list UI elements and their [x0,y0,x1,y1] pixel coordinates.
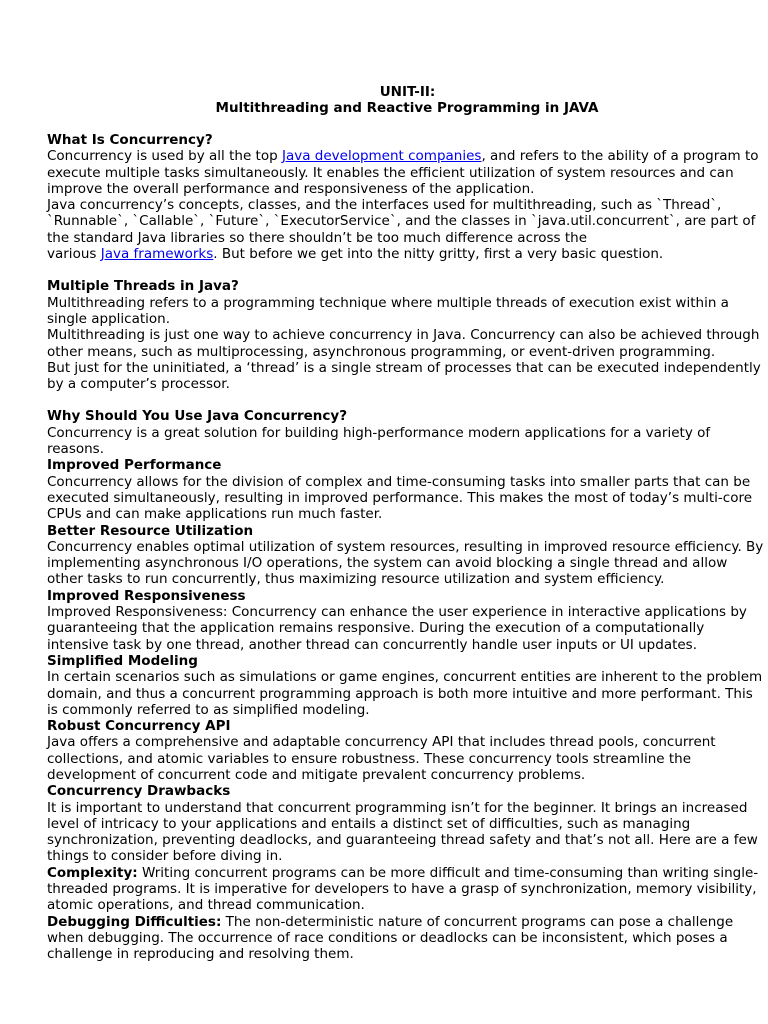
text-span: various [47,246,101,263]
section-heading: Multiple Threads in Java? [47,278,239,295]
paragraph-complexity [47,865,767,914]
paragraph-debugging [47,914,767,963]
subheading-better-resource-utilization: Better Resource Utilization [47,522,254,539]
paragraph: Concurrency allows for the division of complex and time-consuming tasks into smaller parts that can be executed simultaneously, resulting in improved performance. This makes the most of today’s multi-core CPUs and can make applications run much faster. [47,473,753,523]
section-why-use-concurrency [47,408,767,962]
subheading-simplified-modeling: Simplified Modeling [47,652,198,669]
subheading-improved-performance: Improved Performance [47,457,222,474]
section-multiple-threads [47,278,767,392]
section-heading: What Is Concurrency? [47,132,213,148]
document-page [47,84,767,963]
subheading-concurrency-drawbacks: Concurrency Drawbacks [47,783,231,800]
complexity-label: Complexity: [47,864,138,881]
text-span: Writing concurrent programs can be more difficult and time-consuming than writing single-threaded programs. It is imperative for developers to have a grasp of synchronization, memory visibility, atomic operations, and thread communication. [47,864,759,914]
text-span: , and refers to the ability of a program to execute multiple tasks simultaneously. It enables the efficient utilization of system resources and can improve the overall performance and responsiveness of the application. [47,148,759,197]
paragraph: Concurrency enables optimal utilization of system resources, resulting in improved resource efficiency. By implementing asynchronous I/O operations, the system can avoid blocking a single thread and allow other tasks to run concurrently, thus maximizing resource utilization and system efficiency. [47,538,764,588]
paragraph: Java offers a comprehensive and adaptable concurrency API that includes thread pools, concurrent collections, and atomic variables to ensure robustness. These concurrency tools streamline the development of concurrent code and mitigate prevalent concurrency problems. [47,734,716,783]
paragraph: Multithreading refers to a programming technique where multiple threads of execution exist within a single application. [47,294,729,327]
section-what-is-concurrency [47,132,767,262]
unit-label: UNIT-II: [379,84,436,100]
paragraph: Java concurrency’s concepts, classes, and the interfaces used for multithreading, such as `Thread`, `Runnable`, `Callable`, `Future`, `ExecutorService`, and the classes in `java.util.concurrent`, are part of the standard Java libraries so there shouldn’t be too much difference across the [47,197,756,246]
document-title-block [47,84,767,116]
paragraph [47,148,767,197]
debugging-label: Debugging Difficulties: [47,913,222,930]
document-title: Multithreading and Reactive Programming in JAVA [215,100,599,116]
paragraph: It is important to understand that concurrent programming isn’t for the beginner. It brings an increased level of intricacy to your applications and entails a distinct set of difficulties, such as managing synchronization, preventing deadlocks, and guaranteeing thread safety and that’s not all. Here are a few things to consider before diving in. [47,799,758,865]
section-heading: Why Should You Use Java Concurrency? [47,408,348,425]
text-span: Concurrency is used by all the top [47,148,282,165]
text-span: . But before we get into the nitty gritty, first a very basic question. [213,246,664,263]
subheading-improved-responsiveness: Improved Responsiveness [47,587,246,604]
paragraph: Concurrency is a great solution for building high-performance modern applications for a variety of reasons. [47,424,711,458]
java-development-companies-link[interactable]: Java development companies [281,148,482,165]
paragraph: But just for the uninitiated, a ‘thread’ is a single stream of processes that can be executed independently by a computer’s processor. [47,359,761,393]
subheading-robust-concurrency-api: Robust Concurrency API [47,718,231,735]
paragraph [47,246,767,262]
paragraph: Multithreading is just one way to achieve concurrency in Java. Concurrency can also be achieved through other means, such as multiprocessing, asynchronous programming, or event-driven programming. [47,327,760,360]
paragraph: Improved Responsiveness: Concurrency can enhance the user experience in interactive applications by guaranteeing that the application remains responsive. During the execution of a computationally intensive task by one thread, another thread can concurrently handle user inputs or UI updates. [47,604,747,653]
paragraph: In certain scenarios such as simulations or game engines, concurrent entities are inherent to the problem domain, and thus a concurrent programming approach is both more intuitive and more performant. This is commonly referred to as simplified modeling. [47,669,763,718]
text-span: The non-deterministic nature of concurrent programs can pose a challenge when debugging. The occurrence of race conditions or deadlocks can be inconsistent, which poses a challenge in reproducing and resolving them. [47,913,734,963]
java-frameworks-link[interactable]: Java frameworks [100,246,214,263]
